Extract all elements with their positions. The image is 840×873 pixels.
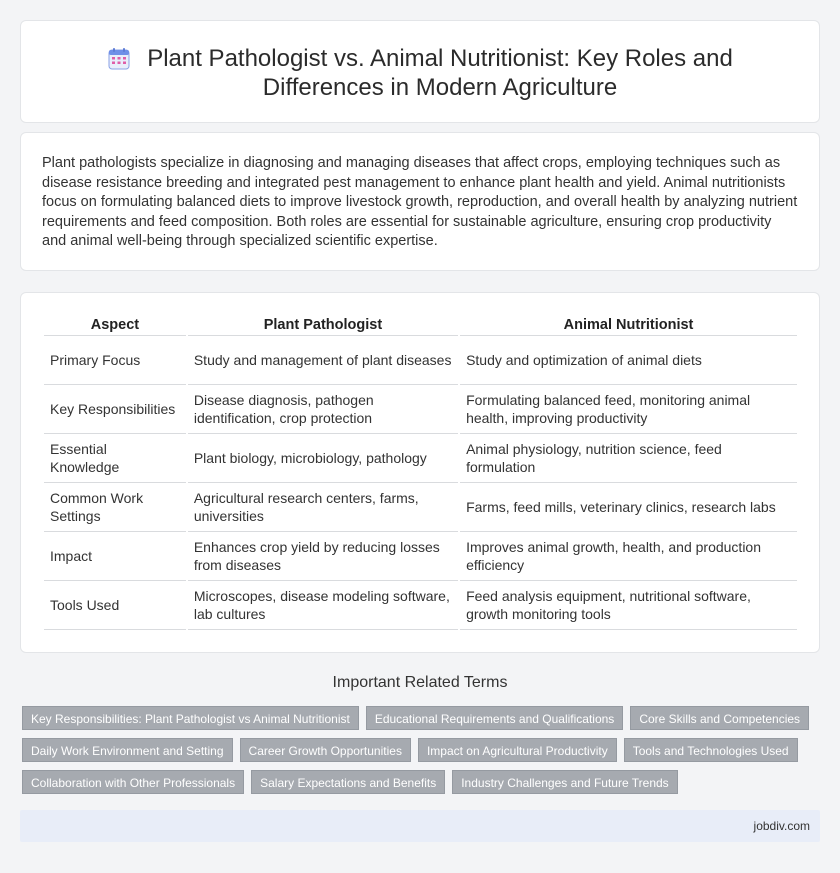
header-plant-pathologist: Plant Pathologist xyxy=(188,314,458,336)
cell-aspect: Common Work Settings xyxy=(44,483,186,532)
comparison-table xyxy=(42,314,799,630)
cell-animal: Study and optimization of animal diets xyxy=(460,336,797,385)
cell-animal: Animal physiology, nutrition science, feed formulation xyxy=(460,434,797,483)
related-term-tag[interactable]: Tools and Technologies Used xyxy=(624,738,798,762)
cell-plant: Disease diagnosis, pathogen identification, crop protection xyxy=(188,385,458,434)
cell-animal: Improves animal growth, health, and production efficiency xyxy=(460,532,797,581)
intro-paragraph: Plant pathologists specialize in diagnosing and managing diseases that affect crops, employing techniques such as disease resistance breeding and integrated pest management to enhance plant health and yield. Animal nutritionists focus on formulating balanced diets to improve livestock growth, reproduction, and overall health by analyzing nutrient requirements and feed composition. Both roles are essential for sustainable agriculture, ensuring crop productivity and animal well-being through specialized scientific expertise. xyxy=(42,155,798,250)
intro-card xyxy=(20,132,820,271)
cell-aspect: Tools Used xyxy=(44,581,186,630)
related-term-tag[interactable]: Key Responsibilities: Plant Pathologist vs Animal Nutritionist xyxy=(22,706,359,730)
related-term-tag[interactable]: Daily Work Environment and Setting xyxy=(22,738,233,762)
cell-animal: Feed analysis equipment, nutritional software, growth monitoring tools xyxy=(460,581,797,630)
cell-aspect: Impact xyxy=(44,532,186,581)
cell-plant: Microscopes, disease modeling software, lab cultures xyxy=(188,581,458,630)
cell-plant: Agricultural research centers, farms, universities xyxy=(188,483,458,532)
related-term-tag[interactable]: Industry Challenges and Future Trends xyxy=(452,770,677,794)
cell-aspect: Essential Knowledge xyxy=(44,434,186,483)
table-row xyxy=(44,336,797,385)
cell-aspect: Key Responsibilities xyxy=(44,385,186,434)
related-term-tag[interactable]: Core Skills and Competencies xyxy=(630,706,809,730)
table-row xyxy=(44,581,797,630)
related-term-tag[interactable]: Career Growth Opportunities xyxy=(240,738,411,762)
table-row xyxy=(44,532,797,581)
table-row xyxy=(44,483,797,532)
title-card xyxy=(20,20,820,123)
cell-animal: Farms, feed mills, veterinary clinics, research labs xyxy=(460,483,797,532)
header-aspect: Aspect xyxy=(44,314,186,336)
table-row xyxy=(44,434,797,483)
footer xyxy=(20,810,820,842)
related-term-tag[interactable]: Collaboration with Other Professionals xyxy=(22,770,244,794)
related-terms-heading: Important Related Terms xyxy=(332,674,508,691)
comparison-card xyxy=(20,292,820,653)
related-term-tag[interactable]: Educational Requirements and Qualifications xyxy=(366,706,623,730)
cell-animal: Formulating balanced feed, monitoring animal health, improving productivity xyxy=(460,385,797,434)
cell-plant: Enhances crop yield by reducing losses from diseases xyxy=(188,532,458,581)
cell-aspect: Primary Focus xyxy=(44,336,186,385)
header-animal-nutritionist: Animal Nutritionist xyxy=(460,314,797,336)
page-title: Plant Pathologist vs. Animal Nutritionist: Key Roles and Differences in Modern Agriculture xyxy=(147,45,733,101)
table-header-row xyxy=(44,314,797,336)
footer-site-link[interactable]: jobdiv.com xyxy=(753,819,810,833)
related-term-tag[interactable]: Salary Expectations and Benefits xyxy=(251,770,445,794)
table-row xyxy=(44,385,797,434)
related-terms-list xyxy=(22,706,822,794)
cell-plant: Study and management of plant diseases xyxy=(188,336,458,385)
related-term-tag[interactable]: Impact on Agricultural Productivity xyxy=(418,738,617,762)
cell-plant: Plant biology, microbiology, pathology xyxy=(188,434,458,483)
